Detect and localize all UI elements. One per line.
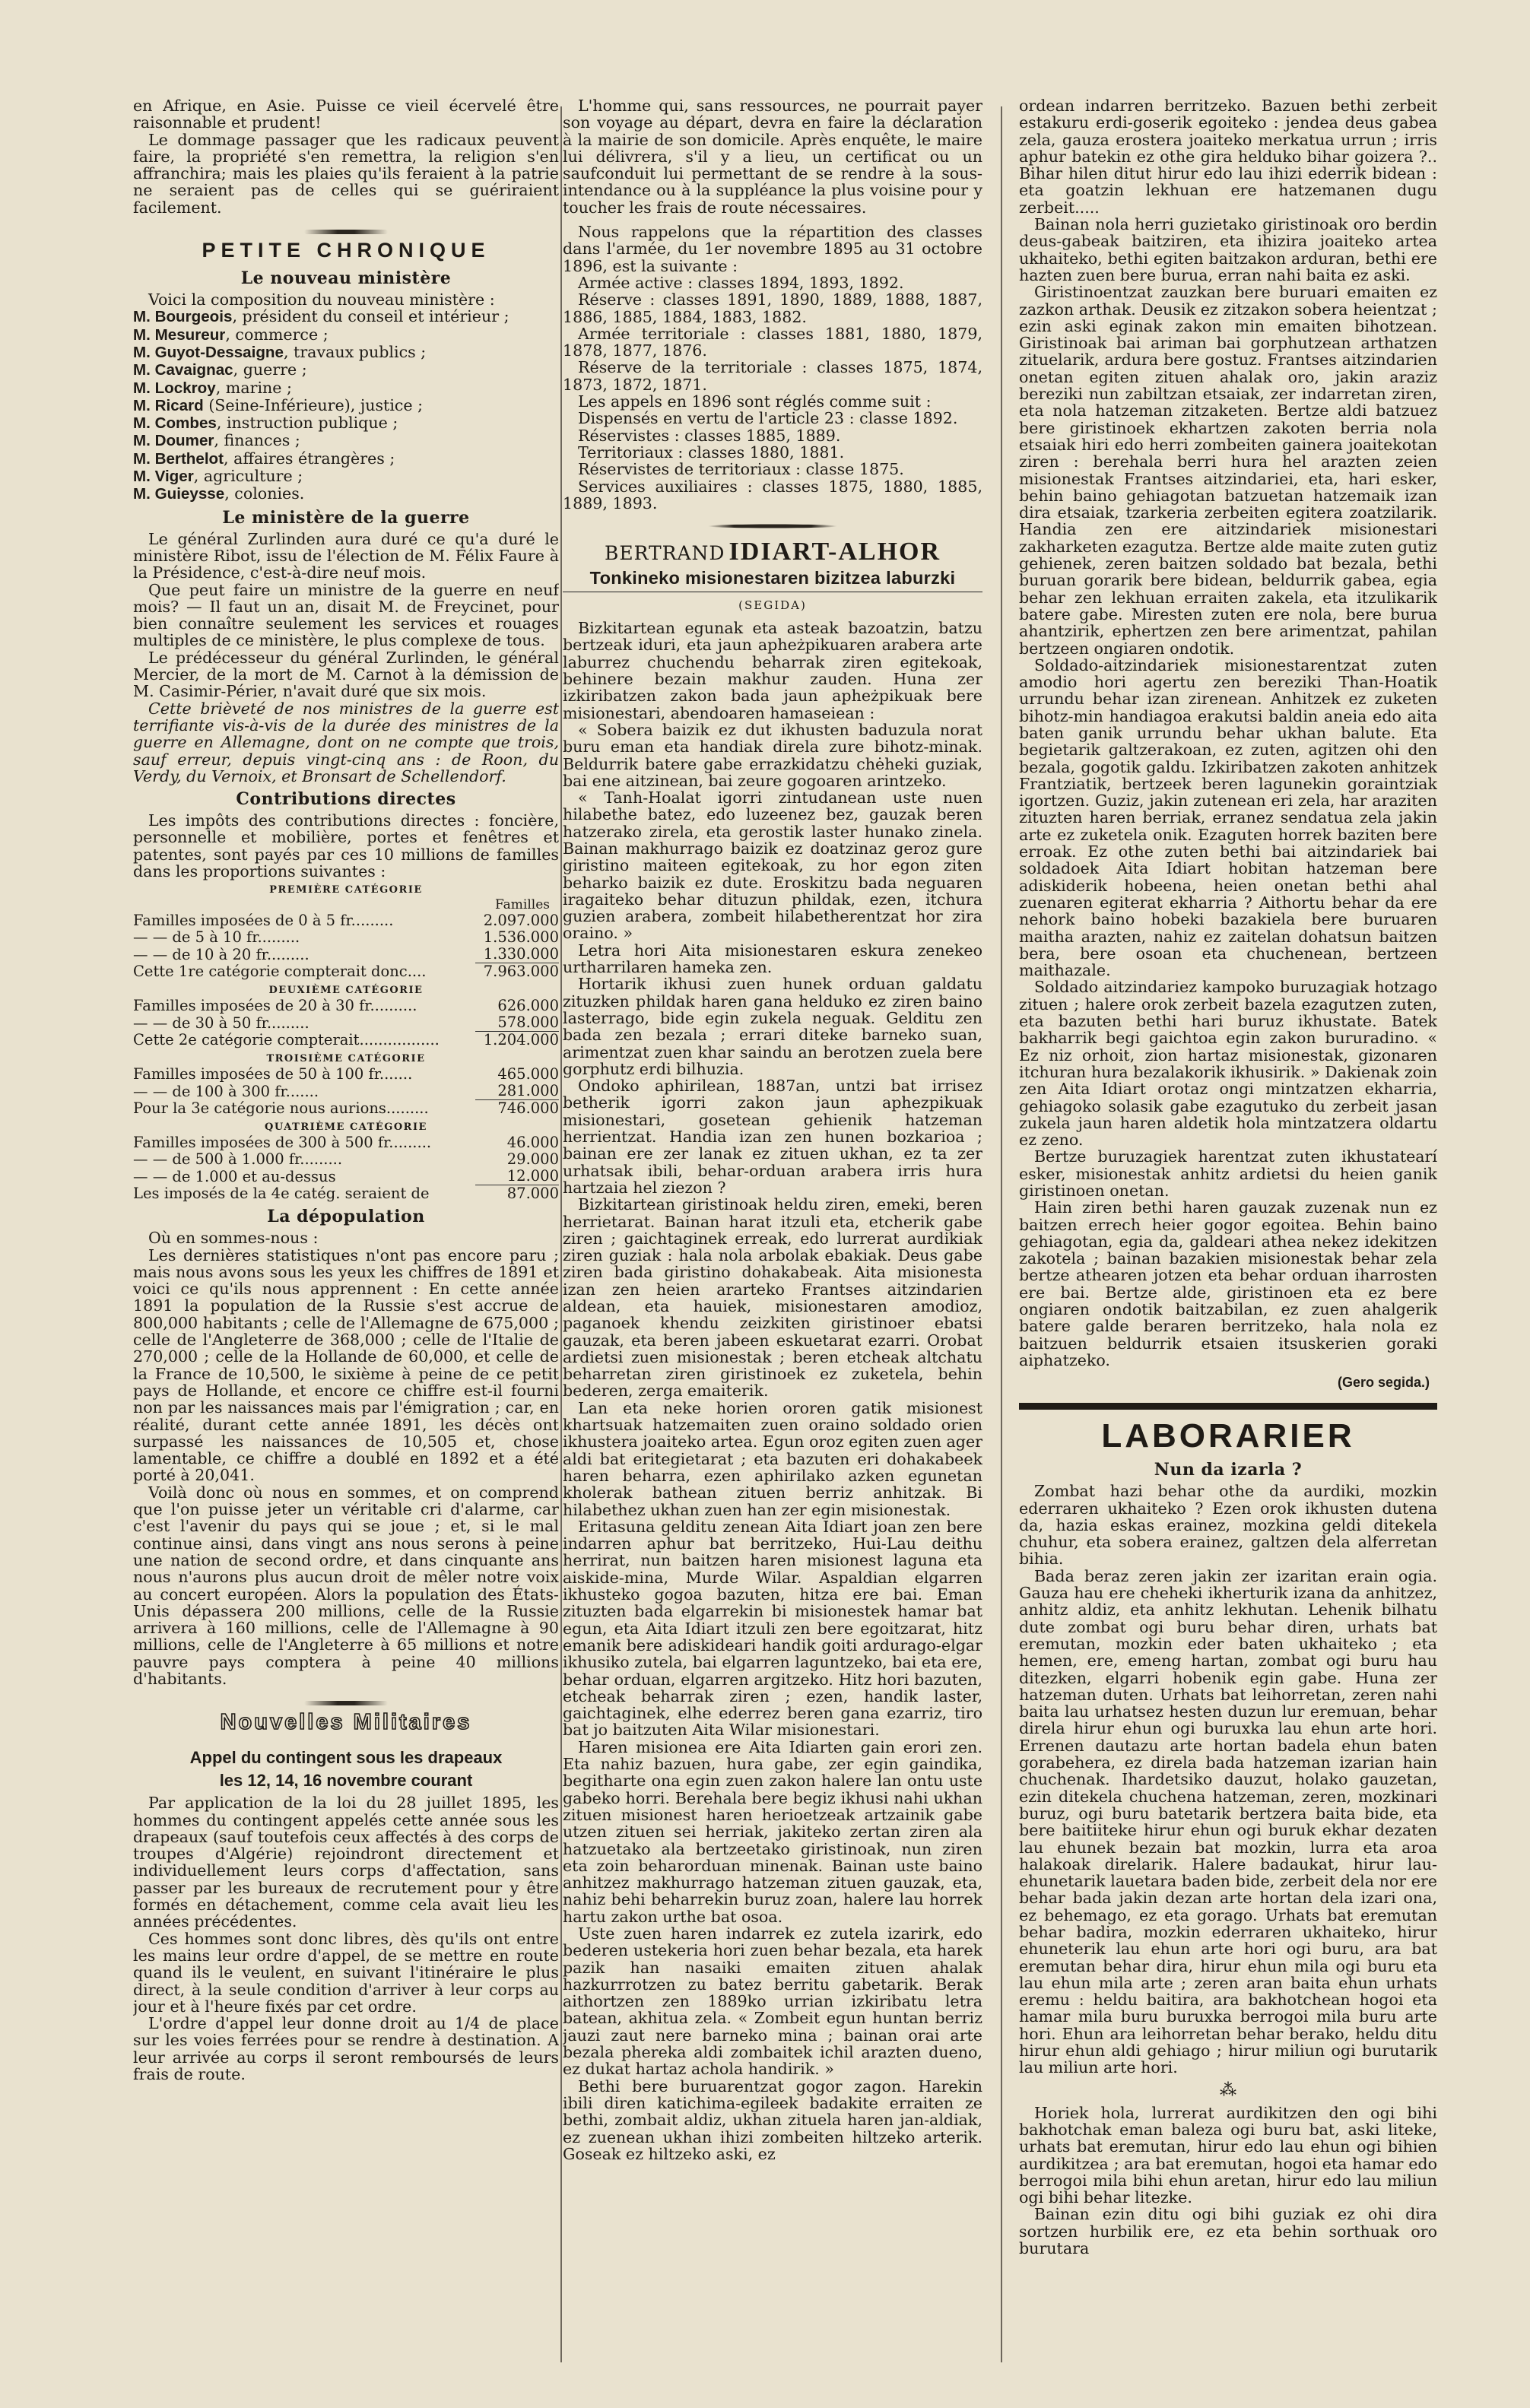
paragraph: Réservistes de territoriaux : classe 1875. bbox=[578, 460, 904, 479]
article-heading: Le nouveau ministère bbox=[240, 268, 452, 289]
tax-table bbox=[133, 912, 559, 980]
paragraph: Giristinoentzat zauzkan bere buruari emaiten ez zazkon arthak. Deusik ez zitzakon sobera heientzat ; ezin aski eginak zakon min emaiten bihotzean. Giristinoak bai ariman bai gorphutzean arthatzen zituelarik, ardura bere gostuz. Frantses aitzindarien onetan egiten zituen ahalak oro, jakin araziz bereziki nun zabiltzan etsaiak, zer indarretan ziren, eta nola hatzeman zitzaketen. Bertze aldi batzuez bere giristinoek ekhartzen zakoten berria nola etsaiak hiri edo herri zombeiten gainera joaitekotan ziren : berehala berri hura hel arazten zeien misionestak Frantses aitzindariei, eta, hari esker, behin baino gehiagotan batzuetan hatzemaik izan dira etsaiak, tzarkeria zerbeiten egitera zoatzilarik. Handia zen ere aitzindariek misionestari zakharketen ezagutza. Bertze alde maite zuten gutiz gehienek, zeren baitzen soldado bat bezala, bethi buruan gorarik bere bidean, beldurrik gabea, egia behar zen lekhuan erraiten zakela, eta itzulikarik batere gabe. Miresten zuten ere nola, bere burua ahantzirik, ephertzen zen bere arimentzat, pahilan bertzeen ongiaren ondotik. bbox=[1019, 283, 1437, 658]
article-heading: Contributions directes bbox=[236, 789, 456, 810]
column-2 bbox=[563, 97, 982, 2378]
article-subtitle: Tonkineko misionestaren bizitzea laburzki bbox=[563, 568, 982, 592]
paragraph: Réservistes : classes 1885, 1889. bbox=[578, 426, 841, 445]
paragraph: Eritasuna gelditu zenean Aita Idiart joan zen bere indarren aphur bat berritzeko, Hui-Lau deithu herrirat, nun baitzen haren misionest laguna eta aiskide-mina, Murde Wilar. Aspaldian elgarren ikhusteko gogoa bazuten, hitza ere bai. Eman zituzten bada elgarrekin bi misionestek hamar bat egun, eta Aita Idiart itzuli zen bere egoitzarat, hitz emanik bere adiskideari handik goiti ardurago-elgar ikhusiko zutela, bai elgarren laguntzeko, bai eta ere, behar orduan, elgarren argitzeko. Hitz hori bazuten, etcheak beharrak ziren ; ezen, handik laster, gaichtaginek, elhe ederrez beren gana ezarriz, tiro bat jo baitzuten Aita Wilar misionestari. bbox=[563, 1517, 982, 1740]
paragraph: ordean indarren berritzeko. Bazuen bethi zerbeit estakuru erdi-goserik egoiteko : jendea deus gabea zela, gauza erostera joaiteko merkatua urrun ; irris aphur batekin ez othe gira helduko bihar goizera ?.. Bihar hilen ditut hirur edo lau ihizi ederrik bidean : eta goatzin lekhuan ere hatzemanen dugu zerbeit..... bbox=[1019, 97, 1437, 217]
paragraph: Les impôts des contributions directes : foncière, personnelle et mobilière, portes et fenêtres et patentes, sont payés par ces 10 millions de familles dans les proportions suivantes : bbox=[133, 811, 559, 880]
paragraph: Bada beraz zeren jakin zer izaritan erain ogia. Gauza hau ere cheheki ikherturik izana da anhitzez, anhitz aldiz, eta anhitz lekhutan. Lehenik bilhatu dute zombat ogi buru behar diren, urhats bat eremutan, mozkin eder baten ukhaiteko ; eta hemen, ere, emeng hartan, zombat ogi buru hau ditezken, elgarri hobenik egin gabe. Huna zer hatzeman duten. Urhats bat leihorretan, zeren nahi baita lau urhatsez hesten duzun lur eremuan, behar direla hirur ehun ogi buruxka lau ehun arte hori. Errenen dautazu arte hortan badela ehun baten gorabehera, ez direla bada hatzeman izarian hain chuchenak. Ihardetsiko dauzut, holako gauzetan, ezin ditekela chuchena hatzeman, zeren, mozkinari buruz, ogi buru batetarik bertzera baita bide, eta bere baitiiteke hirur ehun ogi buruk ekhar dezaten lau ehunek bezain bat mozkin, lurra eta aroa halakoak direlarik. Halere badaukat, hirur lau-ehunetarik lauetara baden bide, zerbeit dela nor ere behar bada jakin dezan arte hortan dela izari ona, ez behemago, ez eta gorago. Urhats bat eremutan behar badira, mozkin ederraren ukhaiteko, hirur ehuneterik lau ehun arte hori ogi buru, ara bat eremutan behar dira, hirur ehun mila ogi buru eta lau ehun mila arte ; zeren aran baita ehun urhats eremu : heldu baitira, ara bakhotchean hogoi eta hamar mila buru buruxka berrogoi mila buru arte hori. Ehun ara leihorretan behar berako, heldu ditu hirur ehun aldi gehiago ; hirur miliun ogi burutarik lau miliun arte hori. bbox=[1019, 1566, 1437, 2077]
table-row: Familles imposées de 50 à 100 fr....... 465.000 bbox=[133, 1065, 559, 1083]
paragraph: Bizkitartean egunak eta asteak bazoatzin, batzu bertzeak iduri, eta jaun apheżpikuaren arabera arte laburrez chuchendu beharrak ziren egitekoak, behinere bezain makhur zauden. Huna zer izkiribatzen zakon bada jaun apheżpikuak bere misionestari, abendoaren hamaseiean : bbox=[563, 619, 982, 722]
divider bbox=[1019, 1403, 1437, 1410]
list-item: M. Guieysse, colonies. bbox=[133, 484, 305, 503]
paragraph: Soldado aitzindariez kampoko buruzagiak hotzago zituen ; halere orok zerbeit bazela ezagutzen zuten, eta bazuten bethi hari buruz ikhustate. Batek bakharrik begi gaichtoa egin zakon bururadino. « Ez niz orhoit, zion hartaz misionestak, gizonaren itchuran hura bezalakorik ikhusirik. » Dakienak zoin zen Aita Idiart orotaz ongi mintzatzen ekharria, gehiagoko solasik gabe ezagutuko du zerbeit jasan zukela jaun haren aldetik hola mintzatzera oldartu ez zeno. bbox=[1019, 978, 1437, 1150]
paragraph: Réserve de la territoriale : classes 1875, 1874, 1873, 1872, 1871. bbox=[563, 358, 982, 394]
paragraph: L'homme qui, sans ressources, ne pourrait payer son voyage au départ, devra en faire la déclaration à la mairie de son domicile. Après enquête, le maire lui délivrera, s'il y a lieu, un certificat ou un saufconduit lui permettant de se rendre à la sous-intendance ou à la suppléance la plus voisine pour y toucher les frais de route nécessaires. bbox=[563, 97, 982, 217]
paragraph: Que peut faire un ministre de la guerre en neuf mois? — Il faut un an, disait M. de Freycinet, pour bien connaître seulement les services et rouages multiples de ce ministère, le plus complexe de tous. bbox=[133, 580, 559, 650]
section-title: PETITE CHRONIQUE bbox=[133, 230, 559, 262]
paragraph: Les dernières statistiques n'ont pas encore paru ; mais nous avons sous les yeux les chiffres de 1891 et voici ce qu'ils nous apprennent : En cette année 1891 la population de la Russie s'est accrue de 800,000 habitants ; celle de l'Allemagne de 675,000 ; celle de l'Angleterre de 368,000 ; celle de l'Italie de 270,000 ; celle de la Hollande de 60,000, et celle de la France de 10,500, le sixième à peine de ce petit pays de Hollande, et encore ce chiffre est-il fourni non par les naissances mais par l'émigration ; car, en réalité, durant cette année 1891, les décès ont surpassé les naissances de 10,505 et, chose lamentable, ce chiffre a doublé en 1892 et a été porté à 20,041. bbox=[133, 1245, 559, 1485]
asterism: ⁂ bbox=[1220, 2080, 1236, 2100]
table-row: — — de 5 à 10 fr......... 1.536.000 bbox=[133, 928, 559, 947]
article-title: BERTRAND IDIART-ALHOR bbox=[604, 538, 941, 566]
list-item: M. Ricard (Seine-Inférieure), justice ; bbox=[133, 395, 424, 414]
category-title: PREMIÈRE CATÉGORIE bbox=[269, 884, 423, 896]
paragraph: Par application de la loi du 28 juillet 1895, les hommes du contingent appelés cette année sous les drapeaux (sauf toutefois ceux affectés à des corps de troupes d'Algérie) rejoindront directement et individuellement leurs corps d'affectation, sans passer par les bureaux de recrutement pour y être formés en détachement, comme cela avait lieu les années précédentes. bbox=[133, 1794, 559, 1931]
paragraph: Armée territoriale : classes 1881, 1880, 1879, 1878, 1877, 1876. bbox=[563, 324, 982, 360]
paragraph: Zombat hazi behar othe da aurdiki, mozkin ederraren ukhaiteko ? Ezen orok ikhusten dutena da, hazia eskas erainez, mozkina geldi ditekela chuhur, eta sobera erainez, galtzen dela alferretan bihia. bbox=[1019, 1482, 1437, 1569]
paragraph: Lan eta neke horien ororen gatik misionest khartsuak hatzemaiten zuen oraino soldado orien ikhustera joaiteko artea. Egun oroz egiten zuen ager aldi bat eritegietarat ; eta bazuten eri dohakabeek haren beharra, ezen aphirilako azken egunetan kholerak bathean zituen berriz anhitzak. Bi hilabethez ukhan zuen han zer egin misionestak. bbox=[563, 1398, 982, 1519]
tax-table bbox=[133, 1134, 559, 1202]
paragraph: Réserve : classes 1891, 1890, 1889, 1888, 1887, 1886, 1885, 1884, 1883, 1882. bbox=[563, 290, 982, 326]
list-item: M. Combes, instruction publique ; bbox=[133, 414, 398, 433]
paragraph: Le général Zurlinden aura duré ce qu'a duré le ministère Ribot, issu de l'élection de M. Félix Faure à la Présidence, c'est-à-dire neuf mois. bbox=[133, 529, 559, 582]
column-3 bbox=[1019, 97, 1437, 2378]
paragraph: Letra hori Aita misionestaren eskura zenekeo urtharrilaren hameka zen. bbox=[563, 941, 982, 977]
paragraph: Voici la composition du nouveau ministère : bbox=[148, 290, 495, 309]
table-total: Pour la 3e catégorie nous aurions......... 746.000 bbox=[133, 1099, 559, 1118]
paragraph: Dispensés en vertu de l'article 23 : classe 1892. bbox=[578, 409, 958, 428]
paragraph: Ondoko aphirilean, 1887an, untzi bat irrisez betherik igorri zakon jaun aphezpikuak misionestari, gosetean gehienik hatzeman herrientzat. Handia izan zen hunen bozkarioa ; bainan ere zer lanak ez zituen ukhan, ez ta zer urhatsak ibili, behar-orduan arabera irris hura hartzaia hel ziezon ? bbox=[563, 1077, 982, 1197]
continued-label: (SEGIDA) bbox=[738, 598, 807, 613]
table-row: Familles imposées de 300 à 500 fr......... 46.000 bbox=[133, 1134, 559, 1152]
paragraph: Armée active : classes 1894, 1893, 1892. bbox=[578, 273, 904, 292]
paragraph: Bethi bere buruarentzat gogor zagon. Harekin ibili diren katichima-egileek badakite erraiten ze bethi, zombait aldiz, ukhan zituela haren jan-aldiak, ez zuenean ukhan ihizi zombeiten hiltzeko arterik. Goseak ez hiltzeko aski, ez bbox=[563, 2076, 982, 2163]
article-heading: Le ministère de la guerre bbox=[222, 507, 470, 528]
paragraph: Bizkitartean giristinoak heldu ziren, emeki, beren herrietarat. Bainan harat itzuli eta, etcherik gabe ziren ; gaichtaginek erreak, edo lurrerat aurdikiak ziren guziak : hala nola arbolak ebakiak. Deus gabe ziren bada giristino dohakabeak. Aita misionesta izan zen heien ararteko Frantses aitzindarien aldean, eta hauiek, misionestaren amodioz, paganoek khendu zeizkiten giristinoer ebatsi gauzak, eta beren jabeen eskuetarat ezarri. Orobat ardietsi zuen misionestak ; beren etcheak altchatu beharretan ziren giristinoek ez zuketela, behin bederen, zerga emaiterik. bbox=[563, 1195, 982, 1401]
paragraph: Hain ziren bethi haren gauzak zuzenak nun ez baitzen errech heier gogor egoitea. Behin baino gehiagotan, egia da, galdeari athea nekez idekitzen zakotela ; bainan bazakien misionestak behar zela bertze athearen jotzen eta behar orduan iharrosten ere bai. Bertze alde, giristinoen eta ez bere ongiaren ondotik baitzabilan, ez zuen ahalgerik batere galde beraren berritzeko, hala nola ez baitzuen beldurrik etsaien itsuskerien goraki aiphatzeko. bbox=[1019, 1198, 1437, 1369]
category-title: DEUXIÈME CATÉGORIE bbox=[268, 985, 424, 997]
section-title: LABORARIER bbox=[1101, 1417, 1355, 1455]
table-row: — — de 1.000 et au-dessus 12.000 bbox=[133, 1167, 559, 1185]
paragraph: Bertze buruzagiek harentzat zuten ikhustatearí esker, misionestak anhitz ardietsi du heien ganik giristinoen onetan. bbox=[1019, 1147, 1437, 1200]
paragraph: Ces hommes sont donc libres, dès qu'ils ont entre les mains leur ordre d'appel, de se mettre en route quand ils le veulent, en suivant l'itinéraire le plus direct, à la seule condition d'arriver à leur corps au jour et à l'heure fixés par cet ordre. bbox=[133, 1929, 559, 2016]
paragraph: Services auxiliaires : classes 1875, 1880, 1885, 1889, 1893. bbox=[563, 477, 982, 512]
paragraph: Hortarik ikhusi zuen hunek orduan galdatu zituzken phildak haren gana helduko ez ziren baino lasterrago, bide egin zukela neguak. Gelditu zen bada zen bezala ; errari diteke barneko suan, arimentzat zuen khar saindu an berotzen zuela bere gorphutz erdi bilhuzia. bbox=[563, 975, 982, 1078]
list-item: M. Viger, agriculture ; bbox=[133, 467, 303, 486]
table-row: — — de 100 à 300 fr....... 281.000 bbox=[133, 1082, 559, 1100]
tax-table bbox=[133, 998, 559, 1049]
table-row: — — de 500 à 1.000 fr......... 29.000 bbox=[133, 1150, 559, 1169]
article-heading: Appel du contingent sous les drapeaux les 12, 14, 16 novembre courant bbox=[189, 1748, 503, 1791]
list-item: M. Mesureur, commerce ; bbox=[133, 325, 329, 344]
paragraph: Le dommage passager que les radicaux peuvent faire, la propriété s'en remettra, la religion s'en affranchira; mais les plaies qu'ils feraient à la patrie ne seraient pas de celles qui se guériraient facilement. bbox=[133, 130, 559, 217]
paragraph: Horiek hola, lurrerat aurdikitzen den ogi bihi bakhotchak eman baleza ogi buru bat, aski liteke, urhats bat eremutan, hirur edo lau ehun ogi bihien aurdikitzea ; ara bat eremutan, hogoi eta hamar edo berrogoi mila bihi ehun aretan, hirur edo lau miliun ogi bihi behar litezke. bbox=[1019, 2103, 1437, 2207]
ministers-list bbox=[133, 308, 559, 503]
paragraph: L'ordre d'appel leur donne droit au 1/4 de place sur les voies ferrées pour se rendre à destination. A leur arrivée au corps il seront remboursés de leurs frais de route. bbox=[133, 2014, 559, 2084]
column-rule bbox=[1001, 106, 1002, 2362]
paragraph: Nous rappelons que la répartition des classes dans l'armée, du 1er novembre 1895 au 31 octobre 1896, est la suivante : bbox=[563, 223, 982, 275]
category-title: QUATRIÈME CATÉGORIE bbox=[265, 1122, 427, 1134]
column-header: Familles bbox=[495, 897, 550, 913]
section-title: Nouvelles Militaires bbox=[133, 1701, 559, 1735]
paragraph: « Sobera baizik ez dut ikhusten baduzula norat buru eman eta handiak direla zure bihotz-minak. Beldurrik batere gabe errazkidatzu chėheki guziak, bai ene aitzinean, bai zeure gogoaren arintzeko. bbox=[563, 720, 982, 790]
paragraph: Uste zuen haren indarrek ez zutela izarirk, edo bederen ustekeria hori zuen behar bezala, eta harek pazik han nasaiki emaiten zituen ahalak hazkurrrotzen zu batez berritu gabetarik. Berak aithortzen zen 1889ko urrian izkiribatu letra batean, akhitua zela. « Zombeit egun huntan berriz jauzi zaut nere barneko mina ; bainan orai arte bezala phereka aldi zombaitek ichil arazten dueno, ez dukat hartaz achola handirik. » bbox=[563, 1924, 982, 2079]
tax-table bbox=[133, 1066, 559, 1117]
list-item: M. Doumer, finances ; bbox=[133, 431, 300, 450]
paragraph: en Afrique, en Asie. Puisse ce vieil écervelé être raisonnable et prudent! bbox=[133, 97, 559, 132]
paragraph: Territoriaux : classes 1880, 1881. bbox=[578, 443, 845, 462]
article-heading: La dépopulation bbox=[267, 1207, 425, 1227]
table-row: Familles imposées de 0 à 5 fr......... 2.097.000 bbox=[133, 912, 559, 930]
column-rule bbox=[560, 106, 562, 2362]
table-total: Les imposés de la 4e catég. seraient de 87.000 bbox=[133, 1185, 559, 1203]
list-item: M. Cavaignac, guerre ; bbox=[133, 360, 307, 379]
table-row: — — de 10 à 20 fr......... 1.330.000 bbox=[133, 945, 559, 963]
category-title: TROISIÈME CATÉGORIE bbox=[266, 1053, 426, 1065]
ornament bbox=[708, 525, 837, 528]
continued-label: (Gero segida.) bbox=[1337, 1375, 1430, 1391]
ornament bbox=[304, 230, 388, 234]
table-total: Cette 1re catégorie compterait donc.... 7.963.000 bbox=[133, 963, 559, 981]
table-row: — — de 30 à 50 fr......... 578.000 bbox=[133, 1014, 559, 1032]
paragraph: Soldado-aitzindariek misionestarentzat zuten amodio hori agertu zen bereziki Than-Hoatik urrundu behar izan zirenean. Anhitzek ez zuketen bihotz-min handiagoa erakutsi baldin aneia edo aita baten ganik urrundu behar ukhan balute. Eta begietarik galtzerakoan, ez zuten, agitzen ohi den bezala, gogotik galdu. Izkiribatzen zakoten anhitzek Frantziatik, bertzeek beren lagunekin goraintziak igortzen. Guziz, jakin zutenean eri zela, har araziten zituzten haren berriak, erranez sendatua zela jakin arte ez zuketela onik. Ezaguten horrek baziten bere erroak. Ez othe zuten bethi bai aitzindariek bai soldadoek Aita Idiart hobitan hatzeman bere adiskiderik hobeena, heien onetan bethi ahal zuenaren egiterat ekharria ? Aithortu behar da ere nehork baino hobeki bazakiela bere buruaren maitha arazten, nahiz ez zaitelan dohatsun baitzen bera, bere osoan eta chuchenean, bertzeen maithazale. bbox=[1019, 655, 1437, 980]
ornament bbox=[304, 1701, 388, 1705]
table-total: Cette 2e catégorie compterait................. 1.204.000 bbox=[133, 1031, 559, 1049]
paragraph: Bainan nola herri guzietako giristinoak oro berdin deus-gabeak baitziren, eta ihizira joaiteko artea ukhaiteko, bethi egiten baitzakon arduran, bethi ere hazten zuen bere burua, erran nahi baita ez aski. bbox=[1019, 215, 1437, 284]
list-item: M. Guyot-Dessaigne, travaux publics ; bbox=[133, 342, 427, 361]
list-item: M. Berthelot, affaires étrangères ; bbox=[133, 449, 395, 468]
paragraph: Voilà donc où nous en sommes, et on comprend que l'on puisse jeter un véritable cri d'alarme, car c'est l'avenir du pays qui se joue ; et, si le mal continue ainsi, dans vingt ans nous serons à peine une nation de second ordre, et dans cinquante ans nous n'aurons plus aucun droit de mêler notre voix au concert européen. Alors la population des États-Unis dépassera 200 millions, celle de la Russie arrivera à 160 millions, celle de l'Allemagne à 90 millions, celle de l'Angleterre à 65 millions et notre pauvre pays comptera à peine 40 millions d'habitants. bbox=[133, 1483, 559, 1688]
paragraph: Les appels en 1896 sont réglés comme suit : bbox=[578, 392, 932, 411]
paragraph: Où en sommes-nous : bbox=[148, 1229, 319, 1248]
list-item: M. Lockroy, marine ; bbox=[133, 378, 292, 397]
paragraph: « Tanh-Hoalat igorri zintudanean uste nuen hilabethe batez, edo luzeenez bez, gauzak beren hatzerako zirela, eta gerostik laster hunako zinela. Bainan makhurrago baizik ez doatzinaz geroz gure giristino maiteen egitekoak, zu hor egon ziten beharko baizik ez dute. Eroskitzu bada neguaren iragaiteko behar dituzun phildak, ezen, itchura guzien arabera, zombeit hilabetherentzat hor zira oraino. » bbox=[563, 788, 982, 943]
column-1 bbox=[133, 97, 559, 2378]
paragraph: Haren misionea ere Aita Idiarten gain erori zen. Eta nahiz bazuen, hura gabe, zer egin gaindika, begitharte ona egin zuen zakon halere lan ontu uste gabeko horri. Berehala bere begiz ikhusi nahi ukhan zituen misionest haren herioetzeak artzainik gabe utzen zituen sei herriak, jakiteko zertan ziren ala hatzuetako ala bertzeetako giristinoak, nun ziren eta zoin beharorduan minenak. Bainan uste baino anhitzez makhurrago hatzeman zituen gauzak, eta, nahiz behi beharrekin buruz zoan, halere lau horrek hartu zakon urthe bat osoa. bbox=[563, 1737, 982, 1926]
paragraph: Le prédécesseur du général Zurlinden, le général Mercier, de la mort de M. Carnot à la démission de M. Casimir-Périer, n'avait duré que six mois. bbox=[133, 648, 559, 701]
paragraph: Cette brièveté de nos ministres de la guerre est terrifiante vis-à-vis de la durée des ministres de la guerre en Allemagne, dont on ne compte que trois, sauf erreur, depuis vingt-cinq ans : de Roon, du Verdy, du Vernoix, et Bronsart de Schellendorf. bbox=[133, 699, 559, 785]
paragraph: Bainan ezin ditu ogi bihi guziak ez ohi dira sortzen hurbilik ere, ez eta behin sorthuak oro burutara bbox=[1019, 2205, 1437, 2258]
list-item: M. Bourgeois, président du conseil et intérieur ; bbox=[133, 307, 509, 326]
article-heading: Nun da izarla ? bbox=[1154, 1460, 1303, 1480]
table-row: Familles imposées de 20 à 30 fr.......... 626.000 bbox=[133, 997, 559, 1015]
